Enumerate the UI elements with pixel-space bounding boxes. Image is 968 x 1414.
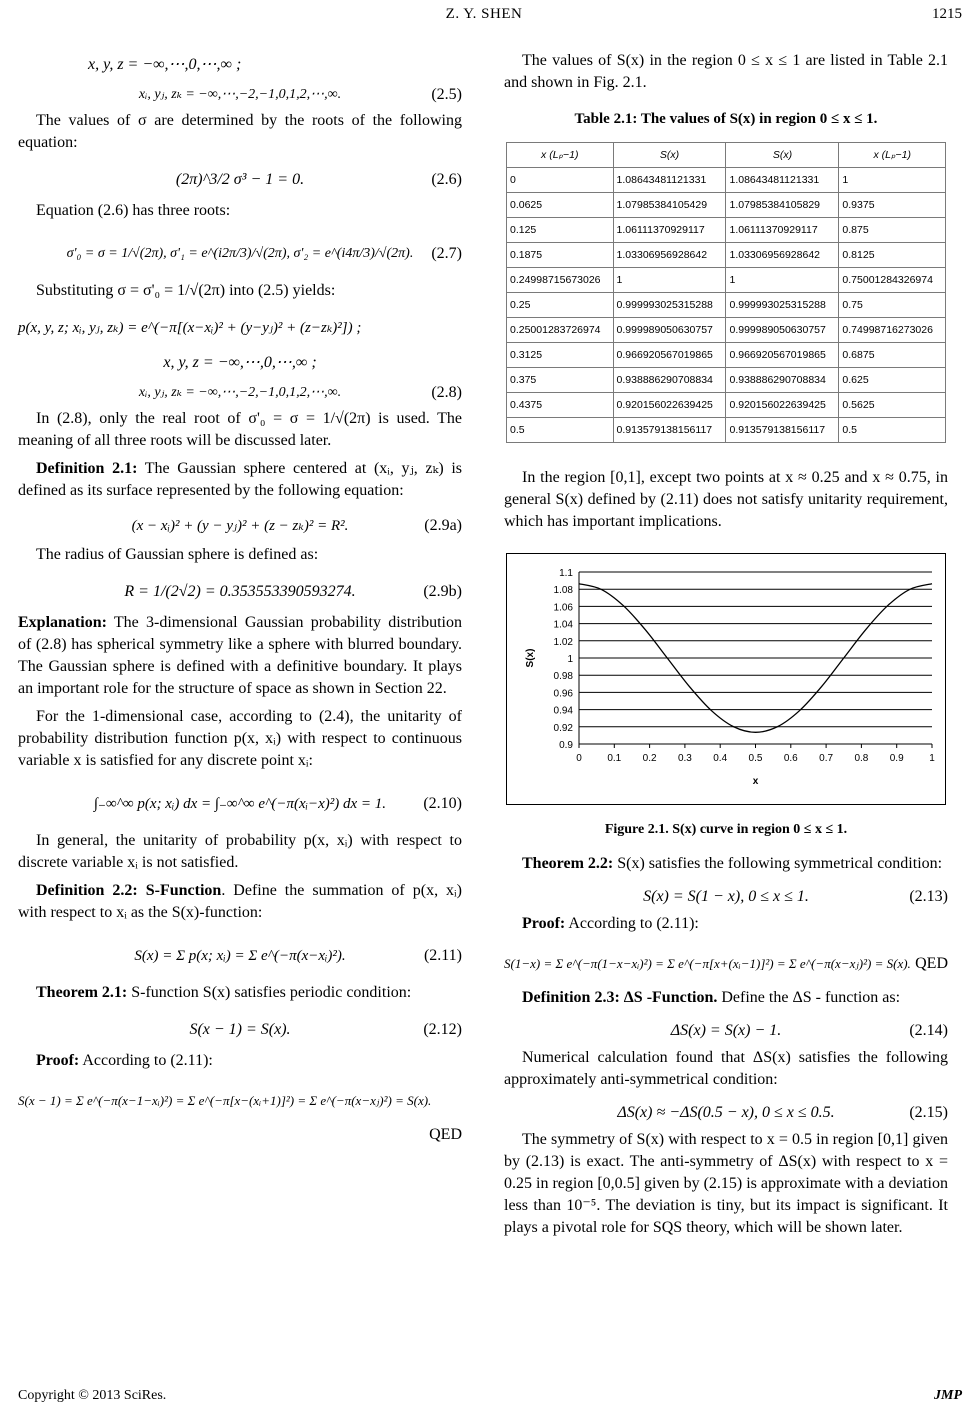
table-cell: 0.9375 xyxy=(839,193,946,218)
table-cell: 0.0625 xyxy=(507,193,614,218)
proof-2-2: Proof: According to (2.11): xyxy=(522,915,699,932)
table-cell: 0.5 xyxy=(507,418,614,443)
left-column xyxy=(18,50,462,1146)
table-cell: 0.625 xyxy=(839,368,946,393)
y-tick-label: 1.08 xyxy=(553,585,573,597)
qed-left: QED xyxy=(429,1126,462,1143)
table-row xyxy=(507,293,946,318)
table-cell: 0.913579138156117 xyxy=(726,418,839,443)
paragraph-radius: The radius of Gaussian sphere is defined as: xyxy=(36,546,319,563)
paragraph-real-root: In (2.8), only the real root of σ'₀ = σ = 1/√(2π) is used. The meaning of all three roots will be discussed later. xyxy=(18,410,462,449)
table-row xyxy=(507,218,946,243)
table-cell: 0.75 xyxy=(839,293,946,318)
table-cell: 1 xyxy=(839,168,946,193)
x-tick-label: 0.1 xyxy=(607,753,622,764)
paragraph-three-roots: Equation (2.6) has three roots: xyxy=(36,202,231,219)
equation-2-11: S(x) = Σ p(x; xᵢ) = Σ e^(−π(x−xᵢ)²). (2.11) xyxy=(134,947,462,964)
table-cell: 0.5625 xyxy=(839,393,946,418)
equation-2-7: σ'₀ = σ = 1/√(2π), σ'₁ = e^(i2π/3)/√(2π), σ'₂ = e^(i4π/3)/√(2π). (2.7) xyxy=(66,245,462,262)
y-axis-label: S(x) xyxy=(525,648,536,668)
theorem-2-2: Theorem 2.2: S(x) satisfies the following symmetrical condition: xyxy=(522,855,943,872)
paragraph-sigma: The values of σ are determined by the roots of the following equation: xyxy=(18,112,462,151)
y-tick-label: 1 xyxy=(567,654,573,665)
table-row xyxy=(507,243,946,268)
table-cell: 0.25 xyxy=(507,293,614,318)
equation-2-9a: (x − xᵢ)² + (y − yⱼ)² + (z − zₖ)² = R². (2.9a) xyxy=(131,517,462,534)
paragraph-region: In the region [0,1], except two points at x ≈ 0.25 and x ≈ 0.75, in general S(x) defined by (2.11) does not satisfy unitarity requirement, which has important implications. xyxy=(504,469,948,530)
equation-2-12: S(x − 1) = S(x). (2.12) xyxy=(189,1021,462,1038)
y-tick-label: 0.9 xyxy=(559,740,573,751)
table-cell: 0.966920567019865 xyxy=(726,343,839,368)
s-curve-plot xyxy=(507,554,943,802)
definition-2-1: Definition 2.1: The Gaussian sphere centered at (xᵢ, yⱼ, zₖ) is defined as its surface represented by the following equation: xyxy=(18,460,462,499)
table-cell: 0.999989050630757 xyxy=(726,318,839,343)
y-tick-label: 1.1 xyxy=(559,568,573,579)
table-cell: 0.913579138156117 xyxy=(613,418,726,443)
table-row xyxy=(507,418,946,443)
table-cell: 1.08643481121331 xyxy=(613,168,726,193)
x-tick-label: 0.4 xyxy=(713,753,728,764)
x-tick-label: 0 xyxy=(576,753,582,764)
table-row xyxy=(507,168,946,193)
y-tick-label: 1.04 xyxy=(553,619,573,631)
x-tick-label: 0.8 xyxy=(854,753,869,764)
x-tick-label: 0.2 xyxy=(642,753,657,764)
table-header-cell: x (Lₚ−1) xyxy=(839,143,946,168)
page-header xyxy=(0,6,968,30)
proof-2-1: Proof: According to (2.11): xyxy=(36,1052,213,1069)
table-caption: Table 2.1: The values of S(x) in region 0 ≤ x ≤ 1. xyxy=(574,111,878,127)
x-tick-label: 0.6 xyxy=(783,753,798,764)
table-header-cell: S(x) xyxy=(613,143,726,168)
equation-2-6: (2π)^3/2 σ³ − 1 = 0. (2.6) xyxy=(175,171,462,188)
table-cell: 0.24998715673026 xyxy=(507,268,614,293)
equation-2-15: ΔS(x) ≈ −ΔS(0.5 − x), 0 ≤ x ≤ 0.5. (2.15) xyxy=(617,1104,948,1121)
equation-range: x, y, z = −∞,⋯,0,⋯,∞ ; xyxy=(88,56,242,73)
table-cell: 0.4375 xyxy=(507,393,614,418)
y-tick-label: 0.96 xyxy=(553,688,573,700)
table-cell: 0.920156022639425 xyxy=(726,393,839,418)
page-number: 1215 xyxy=(932,6,962,22)
paragraph-values: The values of S(x) in the region 0 ≤ x ≤ 1 are listed in Table 2.1 and shown in Fig. 2.1. xyxy=(504,52,948,91)
values-table xyxy=(506,142,946,443)
table-cell: 0.875 xyxy=(839,218,946,243)
table-cell: 0.125 xyxy=(507,218,614,243)
x-tick-label: 1 xyxy=(929,753,935,764)
x-axis-label: x xyxy=(752,776,759,787)
table-row xyxy=(507,268,946,293)
paragraph-substituting: Substituting σ = σ'₀ = 1/√(2π) into (2.5) yields: xyxy=(36,282,336,299)
table-row xyxy=(507,318,946,343)
paragraph-1d-case: For the 1-dimensional case, according to (2.4), the unitarity of probability distribution function p(x, xᵢ) with respect to continuous variable x is satisfied for any discrete point xᵢ: xyxy=(18,708,462,769)
table-cell: 0.999993025315288 xyxy=(613,293,726,318)
running-author: Z. Y. SHEN xyxy=(445,6,523,22)
table-cell: 0.3125 xyxy=(507,343,614,368)
table-cell: 1.06111370929117 xyxy=(726,218,839,243)
table-cell: 0.74998716273026 xyxy=(839,318,946,343)
equation-probability: p(x, y, z; xᵢ, yⱼ, zₖ) = e^(−π[(x−xᵢ)² + (y−yⱼ)² + (z−zₖ)²]) ; xyxy=(18,320,362,336)
table-row xyxy=(507,193,946,218)
table-cell: 0.966920567019865 xyxy=(613,343,726,368)
figure-2-1-chart xyxy=(506,553,946,805)
equation-2-8: xᵢ, yⱼ, zₖ = −∞,⋯,−2,−1,0,1,2,⋯,∞. (2.8) xyxy=(138,384,462,401)
y-tick-label: 0.98 xyxy=(553,671,573,683)
paragraph-numerical: Numerical calculation found that ΔS(x) satisfies the following approximately anti-symmetrical condition: xyxy=(504,1049,948,1088)
y-tick-label: 1.02 xyxy=(553,636,573,648)
figure-caption: Figure 2.1. S(x) curve in region 0 ≤ x ≤ 1. xyxy=(604,822,848,837)
equation-proof-2-1: S(x − 1) = Σ e^(−π(x−1−xᵢ)²) = Σ e^(−π[x−(xᵢ+1)]²) = Σ e^(−π(x−xⱼ)²) = S(x). xyxy=(18,1093,432,1108)
table-row xyxy=(507,393,946,418)
table-body xyxy=(507,168,946,443)
right-column xyxy=(504,50,948,1245)
explanation: Explanation: The 3-dimensional Gaussian probability distribution of (2.8) has spherical symmetry like a sphere with blurred boundary. The Gaussian sphere is defined with a definitive boundary. It plays an important role for the structure of space as shown in Section 22. xyxy=(18,614,462,697)
table-header-row xyxy=(507,143,946,168)
table-cell: 0.938886290708834 xyxy=(726,368,839,393)
table-cell: 0 xyxy=(507,168,614,193)
table-cell: 0.1875 xyxy=(507,243,614,268)
table-cell: 1 xyxy=(726,268,839,293)
table-header-cell: S(x) xyxy=(726,143,839,168)
definition-2-2: Definition 2.2: S-Function. Define the summation of p(x, xᵢ) with respect to xᵢ as the S(x)-function: xyxy=(18,882,462,921)
table-row xyxy=(507,343,946,368)
table-cell: 0.920156022639425 xyxy=(613,393,726,418)
equation-2-13: S(x) = S(1 − x), 0 ≤ x ≤ 1. (2.13) xyxy=(643,888,948,905)
table-cell: 1 xyxy=(613,268,726,293)
table-cell: 0.25001283726974 xyxy=(507,318,614,343)
journal-name: JMP xyxy=(934,1388,962,1403)
equation-proof-2-2: S(1−x) = Σ e^(−π(1−x−xᵢ)²) = Σ e^(−π[x+(xᵢ−1)]²) = Σ e^(−π(x−xⱼ)²) = S(x). QED xyxy=(504,955,948,972)
x-tick-label: 0.9 xyxy=(889,753,904,764)
table-cell: 1.07985384105429 xyxy=(613,193,726,218)
x-tick-label: 0.7 xyxy=(819,753,834,764)
table-cell: 1.07985384105829 xyxy=(726,193,839,218)
theorem-2-1: Theorem 2.1: S-function S(x) satisfies periodic condition: xyxy=(36,984,412,1001)
equation-2-10: ∫₋∞^∞ p(x; xᵢ) dx = ∫₋∞^∞ e^(−π(xᵢ−x)²) dx = 1. (2.10) xyxy=(93,795,462,812)
table-header-cell: x (Lₚ−1) xyxy=(507,143,614,168)
equation-2-9b: R = 1/(2√2) = 0.353553390593274. (2.9b) xyxy=(124,583,462,600)
table-cell: 0.6875 xyxy=(839,343,946,368)
paragraph-symmetry: The symmetry of S(x) with respect to x = 0.5 in region [0,1] given by (2.13) is exact. The anti-symmetry of ΔS(x) with respect to x = 0.25 in region [0,0.5] given by (2.15) is approximate with a deviation less than 10⁻⁵. The deviation is tiny, but its impact is significant. It plays a pivotal role for SQS theory, which will be shown later. xyxy=(504,1131,948,1236)
y-tick-label: 0.94 xyxy=(553,705,573,717)
table-cell: 0.75001284326974 xyxy=(839,268,946,293)
table-cell: 1.08643481121331 xyxy=(726,168,839,193)
equation-2-5: xᵢ, yⱼ, zₖ = −∞,⋯,−2,−1,0,1,2,⋯,∞. (2.5) xyxy=(138,86,462,103)
table-cell: 1.03306956928642 xyxy=(613,243,726,268)
equation-range-2: x, y, z = −∞,⋯,0,⋯,∞ ; xyxy=(163,354,317,371)
x-tick-label: 0.5 xyxy=(748,753,763,764)
paragraph-general: In general, the unitarity of probability p(x, xᵢ) with respect to discrete variable xᵢ is not satisfied. xyxy=(18,832,462,871)
equation-2-14: ΔS(x) = S(x) − 1. (2.14) xyxy=(670,1022,948,1039)
table-cell: 1.06111370929117 xyxy=(613,218,726,243)
x-tick-label: 0.3 xyxy=(677,753,692,764)
table-cell: 0.938886290708834 xyxy=(613,368,726,393)
definition-2-3: Definition 2.3: ΔS -Function. Define the ΔS - function as: xyxy=(522,989,901,1006)
table-cell: 0.999993025315288 xyxy=(726,293,839,318)
table-cell: 0.999989050630757 xyxy=(613,318,726,343)
y-tick-label: 0.92 xyxy=(553,722,573,734)
copyright: Copyright © 2013 SciRes. xyxy=(18,1388,167,1403)
table-cell: 1.03306956928642 xyxy=(726,243,839,268)
table-row xyxy=(507,368,946,393)
table-cell: 0.375 xyxy=(507,368,614,393)
y-tick-label: 1.06 xyxy=(553,602,573,614)
table-cell: 0.8125 xyxy=(839,243,946,268)
table-cell: 0.5 xyxy=(839,418,946,443)
